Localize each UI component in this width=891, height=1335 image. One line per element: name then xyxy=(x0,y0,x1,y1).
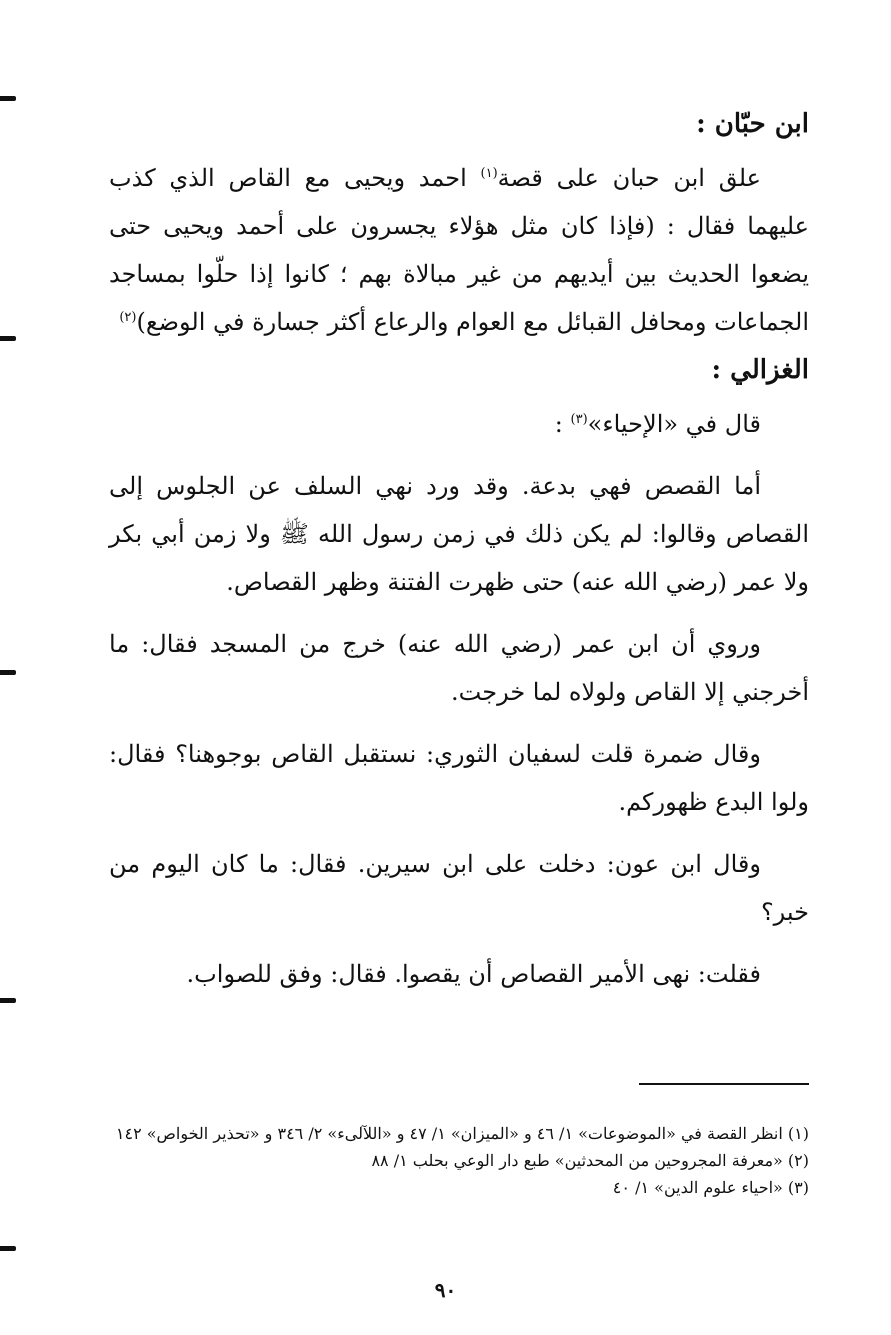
paragraph-damra: وقال ضمرة قلت لسفيان الثوري: نستقبل القاص بوجوهنا؟ فقال: ولوا البدع ظهوركم. xyxy=(109,740,809,816)
paragraph-text: : xyxy=(554,410,571,438)
main-text xyxy=(109,100,809,998)
margin-mark xyxy=(0,96,16,101)
paragraph-text: علق ابن حبان على قصة xyxy=(497,164,761,192)
paragraph-text: قال في «الإحياء» xyxy=(587,410,761,438)
margin-mark xyxy=(0,670,16,675)
margin-mark xyxy=(0,336,16,341)
paragraph-text: احمد ويحيى مع القاص الذي كذب عليهما فقال : (فإذا كان مثل هؤلاء يجسرون على أحمد ويحيى حتى يضعوا الحديث بين أيديهم من غير مبالاة بهم ؛ كانوا إذا حلّوا بمساجد الجماعات ومحافل القبائل مع العوام والرعاع أكثر جسارة في الوضع) xyxy=(109,164,809,336)
paragraph-ibn-awn: وقال ابن عون: دخلت على ابن سيرين. فقال: ما كان اليوم من خبر؟ xyxy=(109,850,809,926)
paragraph-ibn-umar: وروي أن ابن عمر (رضي الله عنه) خرج من المسجد فقال: ما أخرجني إلا القاص ولولاه لما خرجت. xyxy=(109,630,809,706)
section-heading-ibn-hibban: ابن حبّان : xyxy=(696,109,809,139)
footnotes xyxy=(109,1120,809,1201)
footnote-ref: (٣) xyxy=(570,412,588,427)
footnote-3: (٣) «احياء علوم الدين» ١/ ٤٠ xyxy=(612,1178,809,1197)
paragraph-qal xyxy=(109,400,809,448)
margin-mark xyxy=(0,1246,16,1251)
footnote-1: (١) انظر القصة في «الموضوعات» ١/ ٤٦ و «الميزان» ١/ ٤٧ و «اللآلىء» ٢/ ٣٤٦ و «تحذير الخواص» ١٤٢ xyxy=(115,1124,809,1143)
footnote-2: (٢) «معرفة المجروحين من المحدثين» طبع دار الوعي بحلب ١/ ٨٨ xyxy=(371,1151,809,1170)
footnote-divider xyxy=(639,1083,809,1085)
paragraph-faqult: فقلت: نهى الأمير القصاص أن يقصوا. فقال: وفق للصواب. xyxy=(186,960,761,988)
footnote-ref: (٢) xyxy=(119,310,137,325)
section-heading-ghazali: الغزالي : xyxy=(711,355,809,385)
footnote-ref: (١) xyxy=(480,166,498,181)
page-number: ٩٠ xyxy=(434,1278,457,1302)
margin-mark xyxy=(0,998,16,1003)
paragraph-ibn-hibban xyxy=(109,154,809,346)
paragraph-qasas-bida: أما القصص فهي بدعة. وقد ورد نهي السلف عن الجلوس إلى القصاص وقالوا: لم يكن ذلك في زمن رسول الله ﷺ ولا زمن أبي بكر ولا عمر (رضي الله عنه) حتى ظهرت الفتنة وظهر القصاص. xyxy=(109,472,809,596)
